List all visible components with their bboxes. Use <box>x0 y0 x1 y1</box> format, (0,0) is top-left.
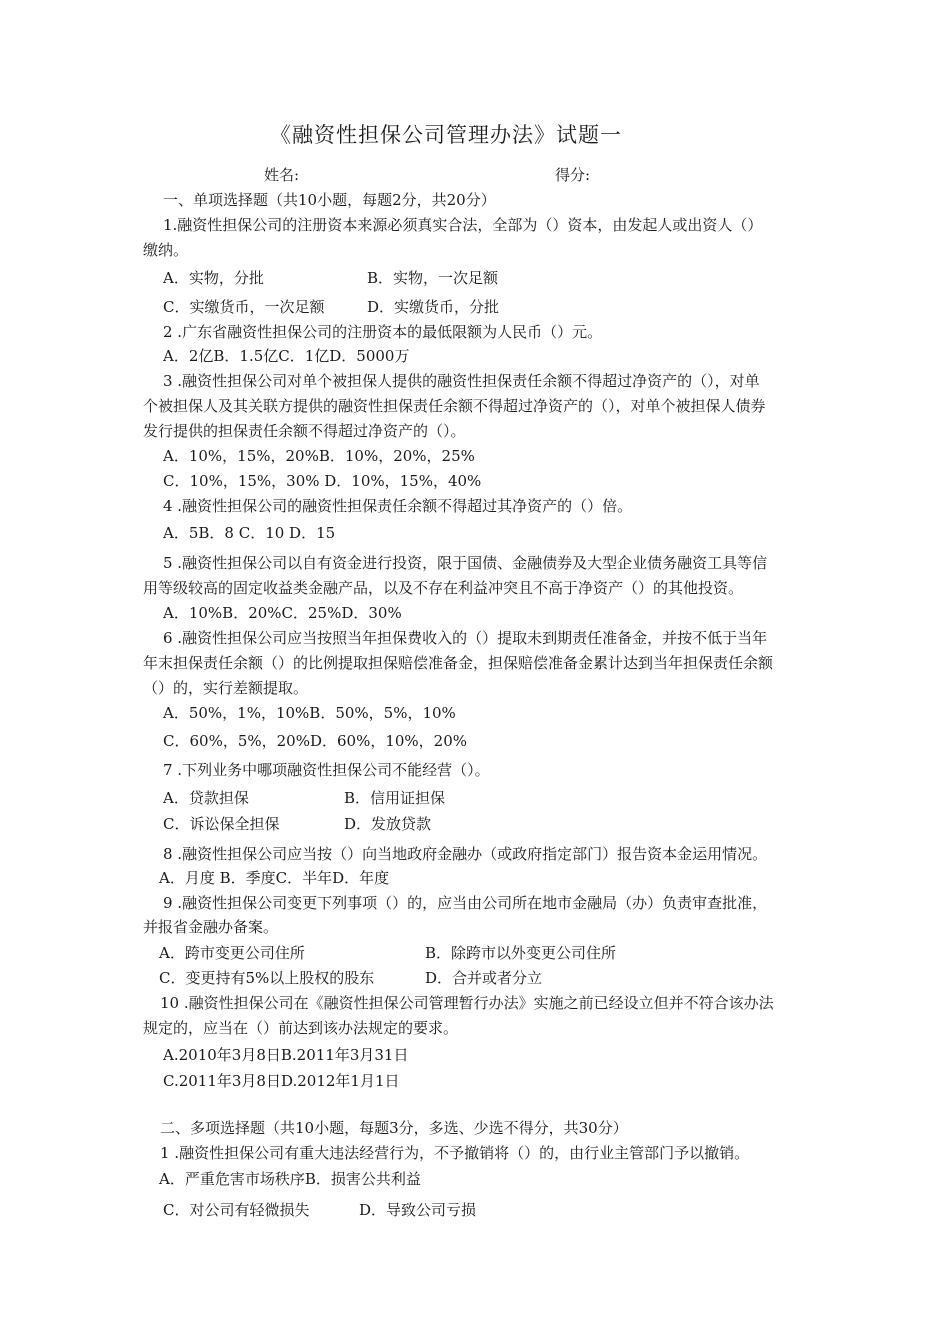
question-3-text-cont-2: 发行提供的担保责任余额不得超过净资产的（）。 <box>143 422 466 440</box>
question-1-option-d: D．实缴货币，分批 <box>367 298 500 316</box>
question-3-options-row-1: A．10%，15%，20%B．10%，20%，25% <box>163 447 475 465</box>
question-9-option-a: A．跨市变更公司住所 <box>159 944 305 962</box>
question-9-option-c: C．变更持有5%以上股权的股东 <box>159 969 375 987</box>
question-1-option-b: B．实物，一次足额 <box>367 269 499 287</box>
question-7-option-b: B．信用证担保 <box>344 789 446 807</box>
question-7-option-d: D．发放贷款 <box>344 815 432 833</box>
section2-question-1-option-c: C．对公司有轻微损失 <box>163 1201 310 1219</box>
question-1-option-c: C．实缴货币，一次足额 <box>163 298 325 316</box>
question-3-text-cont-1: 个被担保人及其关联方提供的融资性担保责任余额不得超过净资产的（），对单个被担保人债券 <box>143 397 766 415</box>
section2-heading: 二、多项选择题（共10小题，每题3分，多选、少选不得分，共30分） <box>160 1119 628 1137</box>
question-4-text: 4 .融资性担保公司的融资性担保责任余额不得超过其净资产的（）倍。 <box>163 497 633 515</box>
score-label: 得分: <box>555 166 591 184</box>
question-7-option-c: C．诉讼保全担保 <box>163 815 280 833</box>
question-9-option-d: D．合并或者分立 <box>425 969 543 987</box>
question-4-options: A．5B．8 C．10 D．15 <box>163 524 336 542</box>
question-10-text: 10 .融资性担保公司在《融资性担保公司管理暂行办法》实施之前已经设立但并不符合该办法 <box>160 994 774 1012</box>
question-3-text: 3 .融资性担保公司对单个被担保人提供的融资性担保责任余额不得超过净资产的（），对单 <box>163 372 760 390</box>
question-9-text-cont: 并报省金融办备案。 <box>143 918 279 936</box>
page-title: 《融资性担保公司管理办法》试题一 <box>270 123 622 147</box>
question-5-text: 5 .融资性担保公司以自有资金进行投资，限于国债、金融债券及大型企业债务融资工具等信 <box>163 554 768 572</box>
question-5-options: A．10%B．20%C．25%D．30% <box>163 604 402 622</box>
question-6-text: 6 .融资性担保公司应当按照当年担保费收入的（）提取未到期责任准备金，并按不低于当年 <box>163 629 768 647</box>
question-10-options-row-1: A.2010年3月8日B.2011年3月31日 <box>163 1046 409 1064</box>
question-2-options: A．2亿B．1.5亿C．1亿D．5000万 <box>163 347 410 365</box>
question-6-options-row-1: A．50%，1%，10%B．50%，5%，10% <box>163 704 456 722</box>
section1-heading: 一、单项选择题（共10小题，每题2分，共20分） <box>163 191 496 209</box>
question-10-options-row-2: C.2011年3月8日D.2012年1月1日 <box>163 1072 400 1090</box>
question-7-text: 7 .下列业务中哪项融资性担保公司不能经营（）。 <box>163 761 490 779</box>
question-6-text-cont-2: （）的，实行差额提取。 <box>143 679 309 697</box>
question-1-option-a: A．实物，分批 <box>163 269 264 287</box>
section2-question-1-options-row-1: A．严重危害市场秩序B．损害公共利益 <box>159 1170 421 1188</box>
section2-question-1-text: 1 .融资性担保公司有重大违法经营行为，不予撤销将（）的，由行业主管部门予以撤销。 <box>160 1144 750 1162</box>
question-9-option-b: B．除跨市以外变更公司住所 <box>425 944 617 962</box>
question-8-text: 8 .融资性担保公司应当按（）向当地政府金融办（或政府指定部门）报告资本金运用情况。 <box>163 845 768 863</box>
question-10-text-cont: 规定的，应当在（）前达到该办法规定的要求。 <box>143 1019 459 1037</box>
question-7-option-a: A．贷款担保 <box>163 789 249 807</box>
name-label: 姓名: <box>264 166 300 184</box>
question-8-options: A．月度 B．季度C．半年D．年度 <box>159 869 390 887</box>
question-6-text-cont-1: 年末担保责任余额（）的比例提取担保赔偿准备金，担保赔偿准备金累计达到当年担保责任余额 <box>143 654 774 672</box>
question-6-options-row-2: C．60%，5%，20%D．60%，10%，20% <box>163 732 467 750</box>
question-2-text: 2 .广东省融资性担保公司的注册资本的最低限额为人民币（）元。 <box>163 323 603 341</box>
question-1-text-cont: 缴纳。 <box>143 241 189 259</box>
section2-question-1-option-d: D．导致公司亏损 <box>359 1201 477 1219</box>
question-1-text: 1.融资性担保公司的注册资本来源必须真实合法，全部为（）资本，由发起人或出资人（） <box>163 216 763 234</box>
question-5-text-cont: 用等级较高的固定收益类金融产品，以及不存在利益冲突且不高于净资产（）的其他投资。 <box>143 579 744 597</box>
question-9-text: 9 .融资性担保公司变更下列事项（）的，应当由公司所在地市金融局（办）负责审查批准， <box>163 894 768 912</box>
question-3-options-row-2: C．10%，15%，30% D．10%，15%，40% <box>163 472 482 490</box>
